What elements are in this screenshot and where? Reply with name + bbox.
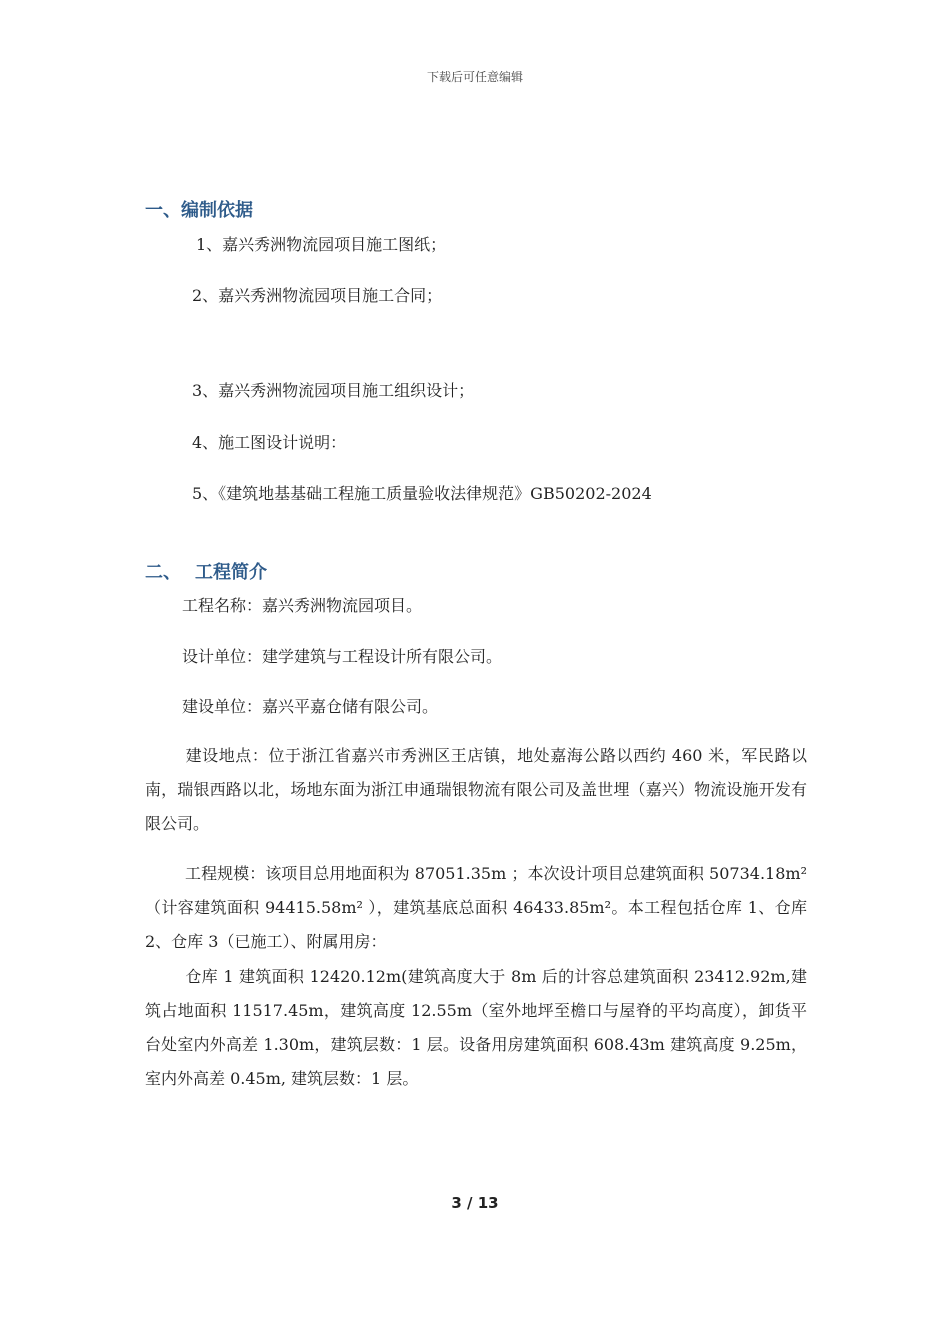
scale-paragraph [145, 857, 807, 959]
section-number: 一、 [145, 200, 181, 221]
warehouse-text: 仓库 1 建筑面积 12420.12m(建筑高度大于 8m 后的计容总建筑面积 23412.92m,建筑占地面积 11517.45m，建筑高度 12.55m（室外地坪至檐口与屋脊的平均高度），卸货平台处室内外高差 1.30m，建筑层数：1 层。设备用房建筑面积 608.43m 建筑高度 9.25m，室内外高差 0.45m, 建筑层数：1 层。 [145, 967, 807, 1088]
construction-unit: 建设单位：嘉兴平嘉仓储有限公司。 [182, 697, 439, 716]
basis-item-2: 2、嘉兴秀洲物流园项目施工合同； [192, 286, 443, 305]
warehouse-paragraph [145, 960, 807, 1096]
header-note: 下载后可任意编辑 [426, 70, 523, 84]
basis-item-1: 1、嘉兴秀洲物流园项目施工图纸； [196, 235, 447, 254]
design-unit: 设计单位：建学建筑与工程设计所有限公司。 [182, 647, 503, 666]
section-title: 工程简介 [195, 562, 267, 583]
section-title: 编制依据 [181, 200, 253, 221]
section-heading-basis [145, 196, 253, 222]
location-paragraph [145, 739, 807, 841]
project-name: 工程名称：嘉兴秀洲物流园项目。 [182, 596, 423, 615]
section-number: 二、 [145, 562, 181, 583]
page-number: 3 / 13 [451, 1194, 499, 1212]
basis-item-4: 4、施工图设计说明： [192, 433, 347, 452]
basis-item-5: 5、《建筑地基基础工程施工质量验收法律规范》GB50202-2024 [192, 484, 652, 503]
basis-item-3: 3、嘉兴秀洲物流园项目施工组织设计； [192, 381, 475, 400]
scale-text: 工程规模：该项目总用地面积为 87051.35m ；本次设计项目总建筑面积 50734.18m² （计容建筑面积 94415.58m² ），建筑基底总面积 46433.85m²。本工程包括仓库 1、仓库 2、仓库 3（已施工）、附属用房： [145, 864, 807, 951]
section-heading-overview [145, 558, 267, 584]
location-text: 建设地点：位于浙江省嘉兴市秀洲区王店镇，地处嘉海公路以西约 460 米，军民路以南，瑞银西路以北，场地东面为浙江申通瑞银物流有限公司及盖世埋（嘉兴）物流设施开发有限公司。 [145, 746, 807, 833]
